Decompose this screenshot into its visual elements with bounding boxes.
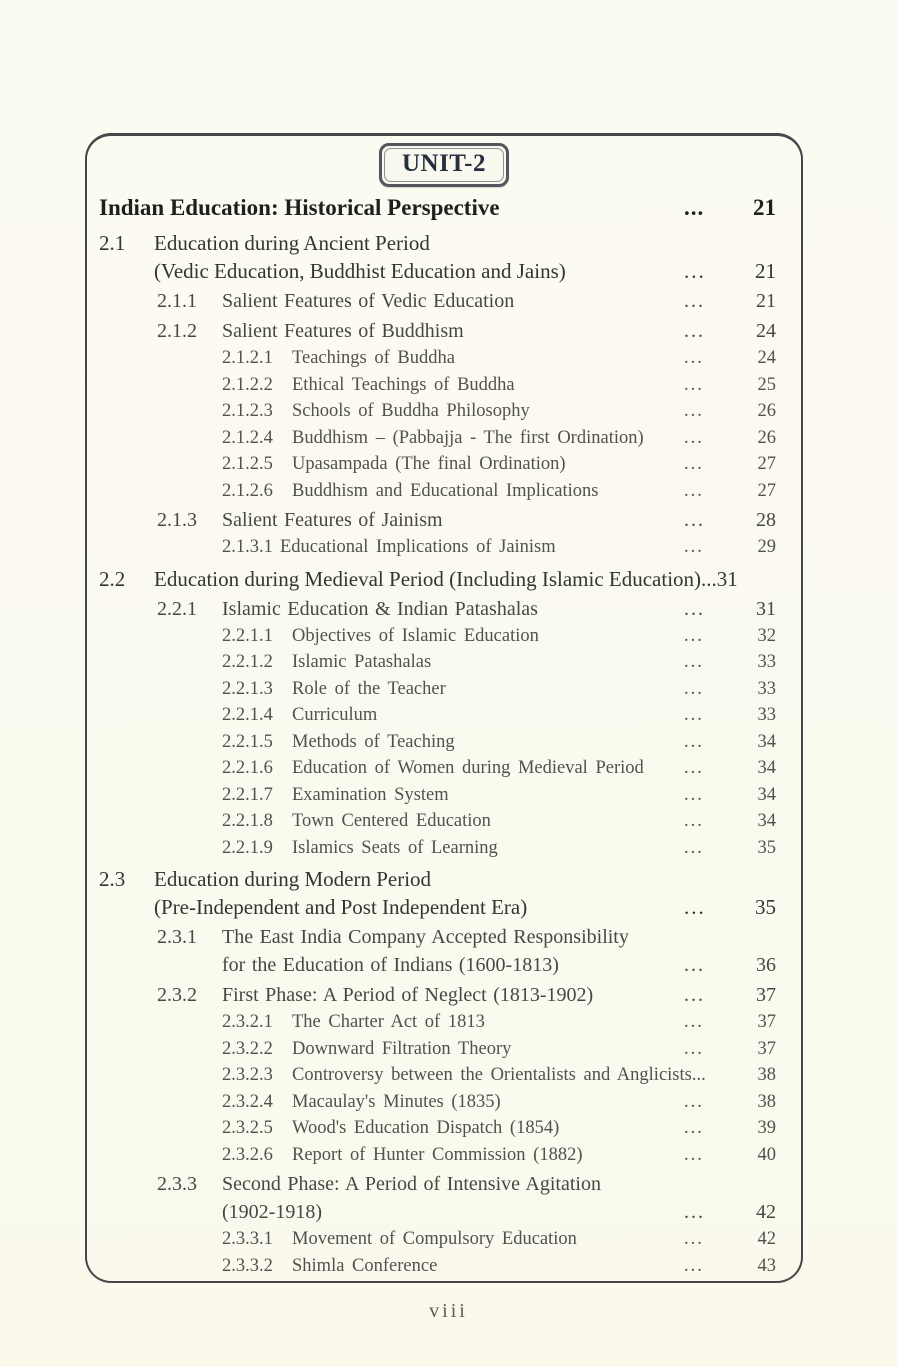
dot-leader: ... [684, 348, 704, 368]
entry-number: 2.1.2.3 [222, 401, 273, 421]
dot-leader: ... [684, 427, 704, 448]
entry-text: Methods of Teaching [292, 731, 455, 752]
toc-entry [99, 506, 776, 534]
dot-leader: ... [684, 758, 704, 778]
entry-number: 2.1.2 [157, 320, 197, 342]
page-number: 21 [753, 195, 776, 220]
toc-entry [99, 565, 776, 593]
toc-entry [99, 451, 776, 478]
entry-text: Islamic Education & Indian Patashalas [222, 597, 538, 620]
dot-leader: ... [684, 895, 706, 919]
toc-entry [99, 398, 776, 425]
entry-text: Education during Ancient Period [154, 231, 430, 255]
page-number: 39 [757, 1118, 776, 1138]
toc-entry [99, 782, 776, 809]
dot-leader: ... [684, 290, 705, 312]
dot-leader: ... [684, 1201, 705, 1223]
toc-entry [99, 755, 776, 782]
page-number: 35 [757, 837, 776, 858]
toc-title: Indian Education: Historical Perspective [99, 195, 500, 220]
entry-text: Controversy between the Orientalists and Anglicists... [292, 1065, 706, 1085]
dot-leader: ... [684, 259, 706, 283]
toc-entry [99, 923, 776, 979]
entry-text: (Pre-Independent and Post Independent Era) [154, 895, 528, 919]
toc-entry [99, 981, 776, 1009]
page-number: 38 [757, 1091, 776, 1112]
entry-text: Shimla Conference [292, 1255, 438, 1276]
entry-text: Salient Features of Jainism [222, 509, 443, 531]
entry-number: 2.1 [99, 231, 126, 255]
page-number: 25 [757, 374, 776, 395]
entry-text: for the Education of Indians (1600-1813) [222, 954, 559, 976]
entry-number: 2.1.3.1 [222, 537, 273, 557]
toc-entry [99, 345, 776, 372]
page-number: 34 [757, 784, 776, 805]
dot-leader: ... [684, 678, 704, 699]
entry-text: Islamics Seats of Learning [292, 837, 498, 858]
entry-text: Macaulay's Minutes (1835) [292, 1091, 501, 1112]
page-number: 43 [757, 1255, 776, 1276]
entry-number: 2.3.3 [157, 1173, 197, 1195]
toc-title-row [99, 193, 776, 223]
entry-number: 2.2.1 [157, 597, 197, 620]
entry-text: Salient Features of Buddhism [222, 320, 464, 342]
page-number: 42 [756, 1201, 776, 1223]
dot-leader: ... [684, 597, 705, 620]
dot-leader: ... [684, 1012, 704, 1032]
entry-text: Objectives of Islamic Education [292, 625, 539, 646]
entry-number: 2.3.2.2 [222, 1038, 273, 1059]
dot-leader: ... [684, 454, 704, 474]
toc-entry [99, 1115, 776, 1142]
entry-number: 2.3.2 [157, 984, 197, 1006]
page-number: 21 [756, 290, 776, 312]
toc-entry [99, 865, 776, 921]
page-number: 37 [757, 1012, 776, 1032]
dot-leader: ... [684, 1091, 704, 1112]
page-number: 34 [757, 758, 776, 778]
page-number: 24 [756, 320, 776, 342]
page-number: 26 [757, 427, 776, 448]
entry-text: Buddhism and Educational Implications [292, 480, 599, 501]
dot-leader: ... [684, 837, 704, 858]
entry-number: 2.2.1.1 [222, 625, 273, 646]
toc-entry [99, 425, 776, 452]
page-number: 28 [756, 509, 776, 531]
entry-text: The Charter Act of 1813 [292, 1012, 485, 1032]
dot-leader: ... [684, 1118, 704, 1138]
toc-entry [99, 676, 776, 703]
entry-text: (1902-1918) [222, 1201, 322, 1223]
toc-entry [99, 478, 776, 505]
entry-text: Schools of Buddha Philosophy [292, 401, 530, 421]
entry-number: 2.3.2.1 [222, 1012, 273, 1032]
entry-number: 2.3 [99, 867, 126, 891]
entry-text: First Phase: A Period of Neglect (1813-1902) [222, 984, 594, 1006]
entry-text: Examination System [292, 784, 449, 805]
dot-leader: ... [684, 374, 704, 395]
entry-number: 2.2.1.8 [222, 811, 273, 831]
entry-text: Movement of Compulsory Education [292, 1229, 577, 1249]
dot-leader: ... [684, 195, 705, 220]
toc-entry [99, 649, 776, 676]
entry-text: Wood's Education Dispatch (1854) [292, 1118, 560, 1138]
page-number: 33 [757, 705, 776, 725]
dot-leader: ... [684, 320, 705, 342]
toc-entry [99, 1170, 776, 1226]
toc-entry [99, 372, 776, 399]
page-number: 42 [757, 1229, 776, 1249]
page-number: 32 [757, 625, 776, 646]
dot-leader: ... [684, 984, 705, 1006]
dot-leader: ... [684, 1255, 704, 1276]
entry-text: Buddhism – (Pabbajja - The first Ordination) [292, 427, 644, 448]
folio-page-number: viii [429, 1300, 468, 1322]
page-number: 35 [755, 895, 776, 919]
toc-entry [99, 729, 776, 756]
page-number: 40 [757, 1144, 776, 1165]
page-number: 37 [757, 1038, 776, 1059]
entry-number: 2.1.2.6 [222, 480, 273, 501]
page-number: 31 [756, 597, 776, 620]
page-number: 21 [755, 259, 776, 283]
entry-number: 2.3.3.1 [222, 1229, 273, 1249]
dot-leader: ... [684, 625, 704, 646]
dot-leader: ... [684, 811, 704, 831]
unit-badge-label: UNIT-2 [384, 148, 504, 182]
entry-number: 2.1.2.4 [222, 427, 273, 448]
dot-leader: ... [684, 652, 704, 672]
entry-number: 2.1.2.5 [222, 454, 273, 474]
entry-number: 2.1.3 [157, 509, 197, 531]
page-number: 33 [757, 652, 776, 672]
page-number: 26 [757, 401, 776, 421]
entry-number: 2.1.2.1 [222, 348, 273, 368]
entry-number: 2.1.2.2 [222, 374, 273, 395]
entry-number: 2.3.1 [157, 926, 197, 948]
entry-number: 2.1.1 [157, 290, 197, 312]
page-number: 33 [757, 678, 776, 699]
page-number: 34 [757, 811, 776, 831]
dot-leader: ... [684, 1038, 704, 1059]
dot-leader: ... [684, 731, 704, 752]
entry-number: 2.3.3.2 [222, 1255, 273, 1276]
toc-entry [99, 1062, 776, 1089]
toc-entry [99, 1142, 776, 1169]
dot-leader: ... [684, 705, 704, 725]
unit-badge [379, 143, 509, 187]
page-number: 27 [757, 454, 776, 474]
entry-number: 2.2.1.2 [222, 652, 273, 672]
entry-text: Upasampada (The final Ordination) [292, 454, 566, 474]
page-number: 24 [757, 348, 776, 368]
toc-entry [99, 1009, 776, 1036]
entry-number: 2.2 [99, 566, 126, 591]
entry-text: Islamic Patashalas [292, 652, 432, 672]
page-number: 29 [757, 537, 776, 557]
entry-text: Downward Filtration Theory [292, 1038, 512, 1059]
toc-entry [99, 534, 776, 561]
entry-text: (Vedic Education, Buddhist Education and Jains) [154, 259, 566, 283]
page-number: 31 [716, 566, 738, 591]
toc-entry [99, 1036, 776, 1063]
entry-number: 2.3.2.3 [222, 1065, 273, 1085]
page-number: 38 [757, 1065, 776, 1085]
entry-number: 2.2.1.3 [222, 678, 273, 699]
entry-number: 2.3.2.5 [222, 1118, 273, 1138]
toc-entry [99, 287, 776, 315]
entry-text: Report of Hunter Commission (1882) [292, 1144, 583, 1165]
entry-text: Salient Features of Vedic Education [222, 290, 515, 312]
page-number: 34 [757, 731, 776, 752]
toc-entry [99, 317, 776, 345]
dot-leader: ... [684, 784, 704, 805]
entry-number: 2.2.1.7 [222, 784, 273, 805]
toc-entry [99, 702, 776, 729]
dot-leader: ... [684, 401, 704, 421]
entry-text: Ethical Teachings of Buddha [292, 374, 515, 395]
toc-entry [99, 835, 776, 862]
page-number: 37 [756, 984, 776, 1006]
entry-number: 2.2.1.5 [222, 731, 273, 752]
toc-entry [99, 229, 776, 285]
entry-number: 2.3.2.6 [222, 1144, 273, 1165]
entry-text: Curriculum [292, 705, 378, 725]
content-frame [85, 133, 803, 1283]
dot-leader: ... [684, 954, 705, 976]
table-of-contents [87, 193, 801, 1279]
entry-number: 2.2.1.6 [222, 758, 273, 778]
entry-text: Teachings of Buddha [292, 348, 455, 368]
entry-text: Educational Implications of Jainism [280, 537, 556, 557]
toc-entry [99, 1253, 776, 1280]
dot-leader: ... [684, 480, 704, 501]
toc-entry [99, 1226, 776, 1253]
entry-text: Education of Women during Medieval Period [292, 758, 644, 778]
entry-text: Second Phase: A Period of Intensive Agitation [222, 1173, 601, 1195]
dot-leader: ... [684, 1229, 704, 1249]
toc-entries [99, 229, 776, 1279]
entry-number: 2.3.2.4 [222, 1091, 273, 1112]
page-number: 27 [757, 480, 776, 501]
dot-leader: ... [684, 1144, 704, 1165]
toc-entry [99, 1089, 776, 1116]
toc-entry [99, 808, 776, 835]
page-number: 36 [756, 954, 776, 976]
entry-number: 2.2.1.9 [222, 837, 273, 858]
dot-leader: ... [684, 509, 705, 531]
dot-leader: ... [684, 537, 704, 557]
entry-number: 2.2.1.4 [222, 705, 273, 725]
entry-text: Role of the Teacher [292, 678, 446, 699]
entry-text: The East India Company Accepted Responsibility [222, 926, 629, 948]
toc-entry [99, 623, 776, 650]
entry-text: Town Centered Education [292, 811, 491, 831]
entry-text: Education during Modern Period [154, 867, 432, 891]
toc-entry [99, 595, 776, 623]
entry-text: Education during Medieval Period (Including Islamic Education)... [154, 566, 717, 591]
